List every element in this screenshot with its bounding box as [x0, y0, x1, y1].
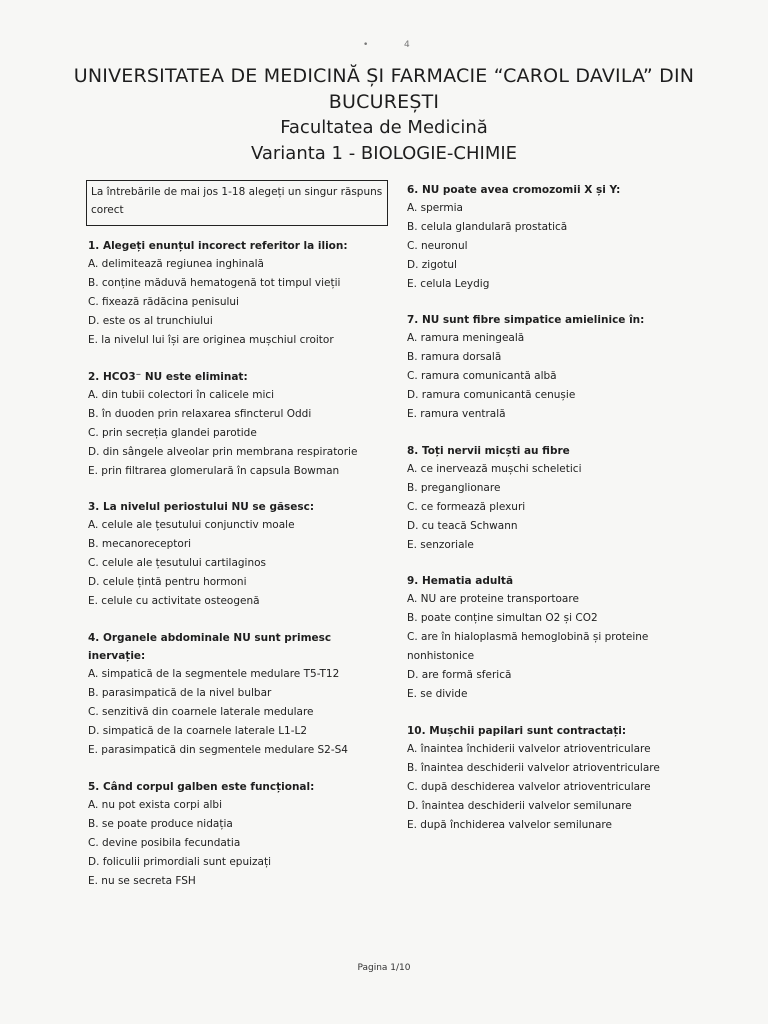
instructions-line2: corect: [91, 204, 124, 216]
question-8: [407, 442, 687, 555]
answer-option[interactable]: D. simpatică de la coarnele laterale L1-L2: [88, 725, 308, 737]
answer-option[interactable]: D. cu teacă Schwann: [407, 520, 518, 532]
answer-option[interactable]: B. înaintea deschiderii valvelor atrioventriculare: [407, 762, 660, 774]
answer-option[interactable]: E. după închiderea valvelor semilunare: [407, 819, 612, 831]
question-title: 9. Hematia adultă: [407, 575, 514, 587]
answer-option[interactable]: D. celule țintă pentru hormoni: [88, 576, 247, 588]
left-column: [88, 237, 388, 891]
variant-title: Varianta 1 - BIOLOGIE-CHIMIE: [250, 143, 518, 164]
answer-option[interactable]: D. este os al trunchiului: [88, 315, 213, 327]
question-6: [407, 181, 687, 294]
question-1: [88, 237, 388, 350]
question-2: [88, 368, 388, 481]
instructions-line1: La întrebările de mai jos 1-18 alegeți un singur răspuns: [91, 186, 383, 198]
answer-option[interactable]: C. devine posibila fecundatia: [88, 837, 241, 849]
answer-option[interactable]: C. după deschiderea valvelor atrioventriculare: [407, 781, 651, 793]
answer-option[interactable]: E. prin filtrarea glomerulară în capsula Bowman: [88, 465, 340, 477]
question-5: [88, 778, 388, 891]
answer-option[interactable]: D. din sângele alveolar prin membrana respiratorie: [88, 446, 358, 458]
answer-option[interactable]: B. conține măduvă hematogenă tot timpul vieții: [88, 277, 341, 289]
answer-option[interactable]: B. poate conține simultan O2 și CO2: [407, 612, 598, 624]
answer-option[interactable]: A. din tubii colectori în calicele mici: [88, 389, 275, 401]
answer-option[interactable]: C. ce formează plexuri: [407, 501, 526, 513]
answer-option[interactable]: D. foliculii primordiali sunt epuizați: [88, 856, 272, 868]
answer-option[interactable]: D. zigotul: [407, 259, 457, 271]
answer-option[interactable]: A. ce inervează mușchi scheletici: [407, 463, 582, 475]
question-9: [407, 572, 687, 704]
answer-option[interactable]: E. senzoriale: [407, 539, 474, 551]
answer-option[interactable]: B. ramura dorsală: [407, 351, 502, 363]
answer-option[interactable]: C. fixează rădăcina penisului: [88, 296, 239, 308]
question-title: 6. NU poate avea cromozomii X și Y:: [407, 184, 621, 196]
scan-speck: •: [363, 40, 369, 50]
answer-option[interactable]: B. se poate produce nidația: [88, 818, 233, 830]
answer-option[interactable]: A. ramura meningeală: [407, 332, 525, 344]
answer-option[interactable]: B. mecanoreceptori: [88, 538, 192, 550]
instructions-box: [86, 180, 388, 226]
answer-option[interactable]: D. are formă sferică: [407, 669, 512, 681]
answer-option-continuation: nonhistonice: [407, 650, 475, 662]
question-10: [407, 722, 687, 835]
answer-option[interactable]: B. parasimpatică de la nivel bulbar: [88, 687, 272, 699]
answer-option[interactable]: C. celule ale țesutului cartilaginos: [88, 557, 267, 569]
answer-option[interactable]: E. celule cu activitate osteogenă: [88, 595, 260, 607]
question-title: 5. Când corpul galben este funcțional:: [88, 781, 315, 793]
answer-option[interactable]: B. în duoden prin relaxarea sfincterul Oddi: [88, 408, 312, 420]
answer-option[interactable]: A. celule ale țesutului conjunctiv moale: [88, 519, 295, 531]
answer-option[interactable]: D. ramura comunicantă cenușie: [407, 389, 576, 401]
answer-option[interactable]: B. celula glandulară prostatică: [407, 221, 568, 233]
answer-option[interactable]: B. preganglionare: [407, 482, 501, 494]
scan-speck: 4: [404, 40, 410, 50]
question-3: [88, 498, 388, 611]
answer-option[interactable]: E. la nivelul lui își are originea mușchiul croitor: [88, 334, 334, 346]
answer-option[interactable]: E. se divide: [407, 688, 468, 700]
answer-option[interactable]: E. ramura ventrală: [407, 408, 506, 420]
question-title: 10. Mușchii papilari sunt contractați:: [407, 725, 627, 737]
answer-option[interactable]: C. senzitivă din coarnele laterale medulare: [88, 706, 314, 718]
answer-option[interactable]: D. înaintea deschiderii valvelor semilunare: [407, 800, 632, 812]
answer-option[interactable]: E. parasimpatică din segmentele medulare S2-S4: [88, 744, 348, 756]
faculty-title: Facultatea de Medicină: [280, 117, 488, 138]
answer-option[interactable]: C. ramura comunicantă albă: [407, 370, 557, 382]
answer-option[interactable]: A. simpatică de la segmentele medulare T5-T12: [88, 668, 340, 680]
question-title: 4. Organele abdominale NU sunt primesc inervație:: [88, 632, 332, 662]
answer-option[interactable]: A. NU are proteine transportoare: [407, 593, 579, 605]
answer-option[interactable]: E. nu se secreta FSH: [88, 875, 196, 887]
question-title: 8. Toți nervii micști au fibre: [407, 445, 570, 457]
answer-option[interactable]: C. neuronul: [407, 240, 468, 252]
question-4: [88, 629, 388, 760]
question-title: 1. Alegeți enunțul incorect referitor la ilion:: [88, 240, 348, 252]
answer-option[interactable]: C. prin secreția glandei parotide: [88, 427, 257, 439]
answer-option[interactable]: E. celula Leydig: [407, 278, 490, 290]
answer-option[interactable]: A. înaintea închiderii valvelor atrioventriculare: [407, 743, 651, 755]
answer-option[interactable]: A. spermia: [407, 202, 463, 214]
question-title: 2. HCO3⁻ NU este eliminat:: [88, 371, 248, 383]
university-title-line1: UNIVERSITATEA DE MEDICINĂ ȘI FARMACIE “CAROL DAVILA” DIN: [73, 65, 695, 87]
question-7: [407, 311, 687, 424]
answer-option[interactable]: A. delimitează regiunea inghinală: [88, 258, 264, 270]
answer-option[interactable]: A. nu pot exista corpi albi: [88, 799, 222, 811]
university-title-line2: BUCUREȘTI: [328, 91, 440, 113]
page-number: Pagina 1/10: [357, 963, 411, 973]
question-title: 7. NU sunt fibre simpatice amielinice în:: [407, 314, 645, 326]
question-title: 3. La nivelul periostului NU se găsesc:: [88, 501, 315, 513]
answer-option[interactable]: C. are în hialoplasmă hemoglobină și proteine: [407, 631, 649, 643]
right-column: [407, 181, 687, 835]
